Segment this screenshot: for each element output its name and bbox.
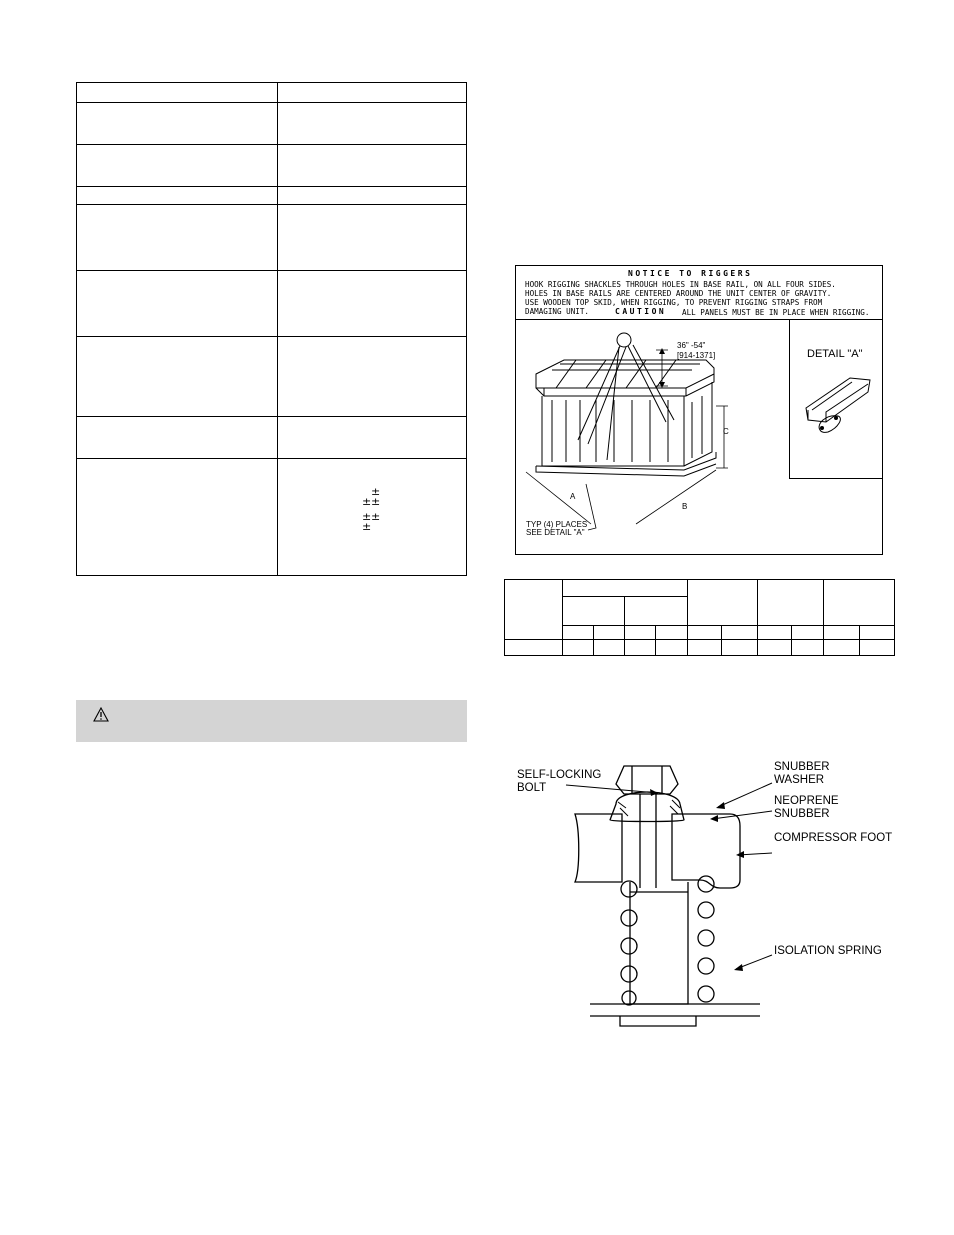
plus-minus-mark: ± bbox=[362, 520, 372, 533]
height-dimension-label: 36" -54" bbox=[677, 341, 706, 350]
rigging-notice-label bbox=[515, 265, 883, 555]
self-locking-bolt-label: BOLT bbox=[517, 782, 547, 794]
detail-a-title: DETAIL "A" bbox=[807, 348, 863, 360]
table-column-divider bbox=[687, 580, 688, 655]
table-column-divider bbox=[277, 83, 278, 575]
height-dimension-metric: [914-1371] bbox=[677, 351, 716, 360]
rigging-notice-line: DAMAGING UNIT. bbox=[525, 307, 590, 316]
plus-minus-mark: ± bbox=[362, 495, 372, 508]
table-column-divider bbox=[791, 625, 792, 655]
specifications-table bbox=[76, 82, 467, 576]
see-detail-label: SEE DETAIL "A" bbox=[526, 528, 585, 537]
detail-divider bbox=[789, 320, 790, 478]
self-locking-bolt-label: SELF-LOCKING bbox=[517, 769, 602, 781]
table-column-divider bbox=[593, 625, 594, 655]
table-row-divider bbox=[77, 270, 466, 271]
dimension-c-label: C bbox=[723, 427, 729, 436]
table-column-divider bbox=[655, 625, 656, 655]
plus-minus-mark: ± bbox=[371, 495, 381, 508]
table-row-divider bbox=[77, 186, 466, 187]
unit-rigging-drawing bbox=[516, 320, 789, 554]
table-column-divider bbox=[721, 625, 722, 655]
table-row-divider bbox=[77, 204, 466, 205]
neoprene-snubber-label: SNUBBER bbox=[774, 808, 830, 820]
detail-a-drawing bbox=[798, 366, 878, 446]
dimension-b-label: B bbox=[682, 502, 688, 511]
table-row-divider bbox=[77, 144, 466, 145]
plus-minus-mark: ± bbox=[371, 485, 381, 498]
snubber-washer-label: SNUBBER bbox=[774, 761, 830, 773]
compressor-foot-label: COMPRESSOR FOOT bbox=[774, 832, 893, 844]
rigging-notice-line: HOOK RIGGING SHACKLES THROUGH HOLES IN BASE RAIL, ON ALL FOUR SIDES. bbox=[525, 280, 836, 289]
rigging-notice-line: HOLES IN BASE RAILS ARE CENTERED AROUND THE UNIT CENTER OF GRAVITY. bbox=[525, 289, 832, 298]
detail-divider bbox=[789, 478, 882, 479]
table-column-divider bbox=[823, 580, 824, 655]
plus-minus-mark: ± bbox=[371, 510, 381, 523]
table-column-divider bbox=[562, 580, 563, 655]
table-row-divider bbox=[77, 102, 466, 103]
table-row-divider bbox=[505, 639, 894, 640]
caution-word: CAUTION bbox=[615, 307, 667, 316]
table-row-divider bbox=[562, 625, 894, 626]
table-row-divider bbox=[77, 336, 466, 337]
dimension-a-label: A bbox=[570, 492, 576, 501]
snubber-washer-label: WASHER bbox=[774, 774, 825, 786]
table-column-divider bbox=[624, 597, 625, 655]
rigging-notice-title: NOTICE TO RIGGERS bbox=[628, 269, 753, 278]
typ-places-label: TYP (4) PLACES bbox=[526, 520, 588, 529]
rigging-notice-line: USE WOODEN TOP SKID, WHEN RIGGING, TO PREVENT RIGGING STRAPS FROM bbox=[525, 298, 823, 307]
warning-triangle-icon bbox=[93, 707, 109, 722]
isolation-spring-label: ISOLATION SPRING bbox=[774, 945, 882, 957]
dimension-table bbox=[504, 579, 895, 656]
neoprene-snubber-label: NEOPRENE bbox=[774, 795, 839, 807]
table-row-divider bbox=[562, 596, 688, 597]
table-row-divider bbox=[77, 416, 466, 417]
caution-text: ALL PANELS MUST BE IN PLACE WHEN RIGGING. bbox=[682, 308, 870, 317]
table-column-divider bbox=[859, 625, 860, 655]
table-row-divider bbox=[77, 458, 466, 459]
label-leader-lines bbox=[540, 765, 780, 985]
table-column-divider bbox=[757, 580, 758, 655]
warning-box bbox=[76, 700, 467, 742]
plus-minus-mark: ± bbox=[362, 510, 372, 523]
